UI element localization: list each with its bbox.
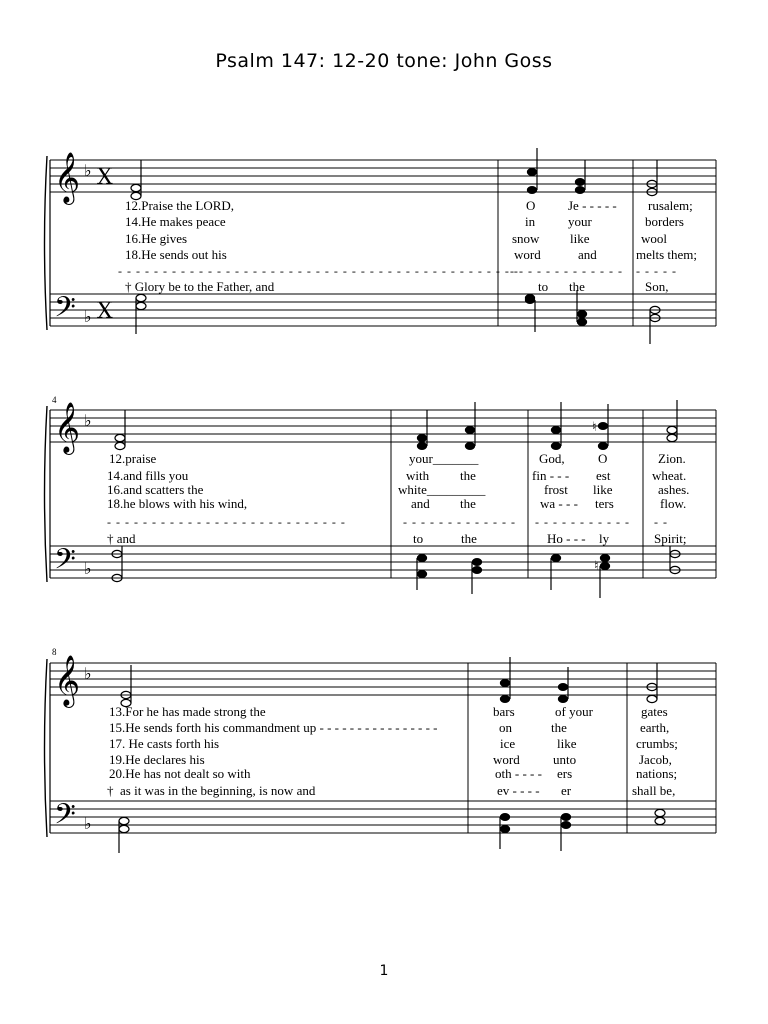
lyric: Je - - - - - bbox=[568, 198, 617, 213]
lyric: O bbox=[526, 198, 536, 213]
lyric: Jacob, bbox=[639, 752, 672, 767]
lyric: snow bbox=[512, 231, 540, 246]
measure-number: 4 bbox=[52, 395, 57, 405]
lyric: like bbox=[593, 482, 613, 497]
lyric: earth, bbox=[640, 720, 670, 735]
lyric: your_______ bbox=[409, 451, 479, 466]
lyric: 12.praise bbox=[109, 451, 157, 466]
lyric: word bbox=[514, 247, 541, 262]
lyric: ice bbox=[500, 736, 516, 751]
lyric: 14.He makes peace bbox=[125, 214, 226, 229]
lyric: the bbox=[460, 496, 476, 511]
lyric: 13.For he has made strong the bbox=[109, 704, 266, 719]
gloria-lyric: † as it was in the beginning, is now and bbox=[107, 783, 316, 798]
lyric: like bbox=[557, 736, 577, 751]
flat-icon: ♭ bbox=[84, 411, 92, 430]
lyric: the bbox=[551, 720, 567, 735]
gloria-lyric: ly bbox=[599, 531, 610, 546]
natural-icon: ♮ bbox=[594, 559, 599, 574]
lyric: 12.Praise the LORD, bbox=[125, 198, 235, 213]
lyric: 17. He casts forth his bbox=[109, 736, 220, 751]
gloria-lyric: † Glory be to the Father, and bbox=[125, 279, 275, 294]
gloria-lyric: Spirit; bbox=[654, 531, 687, 546]
flat-icon: ♭ bbox=[84, 664, 92, 683]
lyric: ashes. bbox=[658, 482, 690, 497]
lyric: and bbox=[578, 247, 597, 262]
lyric: word bbox=[493, 752, 520, 767]
dash-line: - - bbox=[654, 515, 668, 529]
lyric: white_________ bbox=[398, 482, 486, 497]
lyric: 20.He has not dealt so with bbox=[109, 766, 251, 781]
gloria-lyric: Ho - - - bbox=[547, 531, 586, 546]
dash-line: - - - - - - - - - - - - - - - - - - - - - - - - - - - bbox=[107, 515, 346, 529]
lyric: and bbox=[411, 496, 430, 511]
lyric: crumbs; bbox=[636, 736, 678, 751]
flat-icon: ♭ bbox=[84, 307, 92, 326]
gloria-lyric: ev - - - - bbox=[497, 783, 540, 798]
gloria-lyric: the bbox=[569, 279, 585, 294]
gloria-lyric: † and bbox=[107, 531, 136, 546]
flat-icon: ♭ bbox=[84, 161, 92, 180]
lyric: est bbox=[596, 468, 611, 483]
lyric: 15.He sends forth his commandment up - - - - - - - - - - - - - - - - bbox=[109, 720, 438, 735]
natural-icon: ♮ bbox=[592, 420, 597, 435]
treble-clef-icon: 𝄞 bbox=[54, 655, 81, 706]
lyric: on bbox=[499, 720, 512, 735]
lyric: Zion. bbox=[658, 451, 686, 466]
dash-line: - - - - - - - - - - - - - bbox=[403, 515, 516, 529]
lyric: flow. bbox=[660, 496, 687, 511]
lyric: unto bbox=[553, 752, 577, 767]
gloria-lyric: Son, bbox=[645, 279, 669, 294]
lyric: with bbox=[406, 468, 430, 483]
page-number: 1 bbox=[379, 963, 389, 979]
lyric: wool bbox=[641, 231, 667, 246]
lyric: ters bbox=[595, 496, 614, 511]
lyric: of your bbox=[555, 704, 593, 719]
flat-icon: ♭ bbox=[84, 814, 92, 833]
dash-line: - - - - - - - - - - - - - - - - - - - - - - - - - - - - - - - - - - - - - - - - - - - - - bbox=[118, 264, 519, 278]
page-title: Psalm 147: 12-20 tone: John Goss bbox=[215, 50, 553, 72]
measure-number: 8 bbox=[52, 647, 57, 657]
lyric: melts them; bbox=[636, 247, 698, 262]
treble-clef-icon: 𝄞 bbox=[54, 402, 81, 453]
lyric: 16.and scatters the bbox=[107, 482, 204, 497]
gloria-lyric: to bbox=[538, 279, 549, 294]
gloria-lyric: shall be, bbox=[632, 783, 676, 798]
lyric: in bbox=[525, 214, 536, 229]
lyric: borders bbox=[645, 214, 684, 229]
lyric: O bbox=[598, 451, 608, 466]
lyric: rusalem; bbox=[648, 198, 693, 213]
lyric: nations; bbox=[636, 766, 678, 781]
bass-clef-icon: 𝄢 bbox=[54, 543, 76, 583]
lyric: God, bbox=[539, 451, 565, 466]
lyric: 19.He declares his bbox=[109, 752, 205, 767]
lyric: fin - - - bbox=[532, 468, 570, 483]
treble-clef-icon: 𝄞 bbox=[54, 152, 81, 203]
free-time-mark-icon: X bbox=[97, 165, 113, 190]
lyric: frost bbox=[544, 482, 568, 497]
lyric: 16.He gives bbox=[125, 231, 188, 246]
bass-clef-icon: 𝄢 bbox=[54, 291, 76, 331]
lyric: wheat. bbox=[652, 468, 687, 483]
lyric: bars bbox=[493, 704, 515, 719]
gloria-lyric: to bbox=[413, 531, 424, 546]
lyric: 18.he blows with his wind, bbox=[107, 496, 248, 511]
lyric: like bbox=[570, 231, 590, 246]
lyric: oth - - - - bbox=[495, 766, 542, 781]
dash-line: - - - - - bbox=[636, 264, 677, 278]
flat-icon: ♭ bbox=[84, 559, 92, 578]
lyric: the bbox=[460, 468, 476, 483]
lyric: gates bbox=[641, 704, 668, 719]
lyric: ers bbox=[557, 766, 573, 781]
gloria-lyric: er bbox=[561, 783, 572, 798]
lyric: 14.and fills you bbox=[107, 468, 189, 483]
dash-line: - - - - - - - - - - - bbox=[535, 515, 630, 529]
free-time-mark-icon: X bbox=[97, 299, 113, 324]
lyric: wa - - - bbox=[540, 496, 578, 511]
gloria-lyric: the bbox=[461, 531, 477, 546]
lyric: your bbox=[568, 214, 592, 229]
dash-line: - - - - - - - - - - - - - bbox=[510, 264, 623, 278]
bass-clef-icon: 𝄢 bbox=[54, 798, 76, 838]
lyric: 18.He sends out his bbox=[125, 247, 227, 262]
